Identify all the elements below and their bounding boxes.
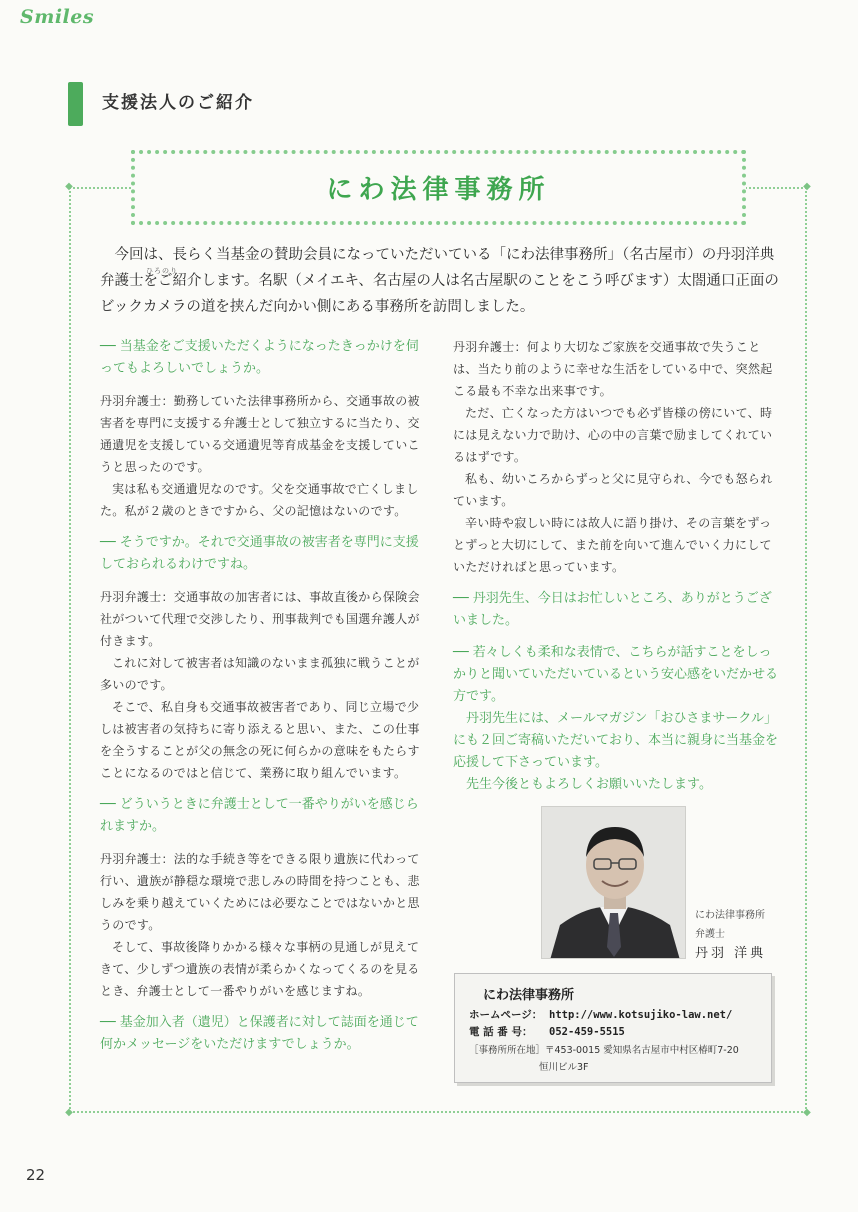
answer-paragraph: 丹羽弁護士：交通事故の加害者には、事故直後から保険会社がついて代理で交渉したり、刑事裁判でも国選弁護人が付きます。 (100, 590, 420, 648)
info-address-line: ［事務所所在地］〒453-0015 愛知県名古屋市中村区椿町7-20 (469, 1045, 739, 1056)
question: ── 当基金をご支援いただくようになったきっかけを伺ってもよろしいでしょうか。 (100, 339, 419, 376)
info-firm-name: にわ法律事務所 (483, 988, 575, 1003)
photo-caption-name: 丹羽 洋典 (695, 946, 767, 961)
info-homepage-link[interactable]: http://www.kotsujiko-law.net/ (549, 1009, 733, 1021)
answer-paragraph: これに対して被害者は知識のないまま孤独に戦うことが多いのです。 (100, 656, 420, 692)
frame-corner-icon: ◆ (65, 181, 73, 192)
info-phone-value: 052-459-5515 (549, 1026, 625, 1038)
name-ruby: ひろのり (146, 267, 178, 275)
answer-paragraph: 丹羽弁護士：勤務していた法律事務所から、交通事故の被害者を専門に支援する弁護士として独立するに当たり、交通遺児を支援している交通遺児等育成基金を支援していこうと思ったのです。 (100, 394, 420, 474)
answer-paragraph: 丹羽弁護士：法的な手続き等をできる限り遺族に代わって行い、遺族が静穏な環境で悲しみの時間を持つことも、悲しみを乗り越えていくためには必要なことではないかと思うのです。 (100, 852, 420, 932)
answer (100, 390, 425, 522)
frame-corner-icon: ◆ (803, 1107, 811, 1118)
contact-info-box (454, 973, 772, 1083)
answer (453, 336, 783, 578)
answer-paragraph: 実は私も交通遺児なのです。父を交通事故で亡くしました。私が２歳のときですから、父の記憶はないのです。 (100, 482, 419, 518)
frame-corner-icon: ◆ (803, 181, 811, 192)
article-intro (100, 242, 780, 320)
closing-comment: 先生今後ともよろしくお願いいたします。 (466, 777, 712, 792)
answer (100, 586, 425, 784)
info-phone-row (469, 1024, 757, 1041)
article-title: にわ法律事務所 (326, 175, 551, 205)
answer-paragraph: 辛い時や寂しい時には故人に語り掛け、その言葉をずっとずっと大切にして、また前を向いて進んでいく力にしていただければと思っています。 (453, 516, 772, 574)
answer-paragraph: そこで、私自身も交通事故被害者であり、同じ立場で少しは被害者の気持ちに寄り添えると思い、また、この仕事を全うすることが父の無念の死に何らかの意味をもたらすことになるのではと信じて、業務に取り組んでいます。 (100, 700, 420, 780)
photo-caption-role: 弁護士 (695, 929, 725, 940)
brand-logo: Smiles (20, 6, 95, 28)
section-accent-bar (68, 82, 83, 126)
info-phone-label: 電 話 番 号： (469, 1026, 533, 1038)
answer-paragraph: 私も、幼いころからずっと父に見守られ、今でも怒られています。 (453, 472, 773, 508)
answer-paragraph: ただ、亡くなった方はいつでも必ず皆様の傍にいて、時には見えない力で助け、心の中の言葉で励ましてくれているはずです。 (453, 406, 773, 464)
info-address-line: 恒川ビル3F (539, 1062, 589, 1073)
photo-caption-firm: にわ法律事務所 (695, 910, 765, 921)
info-homepage-label: ホームページ： (469, 1009, 543, 1021)
question: ── 丹羽先生、今日はお忙しいところ、ありがとうございました。 (453, 591, 772, 628)
page-number: 22 (26, 1166, 46, 1184)
info-homepage-row (469, 1007, 757, 1024)
question: ── そうですか。それで交通事故の被害者を専門に支援しておられるわけですね。 (100, 535, 419, 572)
lawyer-portrait-photo (541, 806, 686, 959)
closing-comment: 丹羽先生には、メールマガジン「おひさまサークル」にも２回ご寄稿いただいており、本当に親身に当基金を応援して下さっています。 (453, 711, 779, 770)
article-title-box (131, 150, 746, 225)
frame-corner-icon: ◆ (65, 1107, 73, 1118)
left-column (100, 336, 425, 1066)
intro-text: 今回は、長らく当基金の賛助会員になっていただいている「にわ法律事務所」（名古屋市）の丹羽洋典弁護士をご紹介します。名駅（メイエキ、名古屋の人は名古屋駅のことをこう呼びます）太閤通口正面のビックカメラの道を挟んだ向かい側にある事務所を訪問しました。 (100, 247, 779, 315)
answer-paragraph: そして、事故後降りかかる様々な事柄の見通しが見えてきて、少しずつ遺族の表情が柔らかくなってくるのを見るとき、弁護士として一番やりがいを感じますね。 (100, 940, 420, 998)
closing-comment: ── 若々しくも柔和な表情で、こちらが話すことをしっかりと聞いていただいているという安心感をいだかせる方です。 (453, 645, 779, 704)
answer-paragraph: 丹羽弁護士：何より大切なご家族を交通事故で失うことは、当たり前のように幸せな生活をしている中で、突然起こる最も不幸な出来事です。 (453, 340, 773, 398)
question: ── 基金加入者（遺児）と保護者に対して誌面を通じて何かメッセージをいただけますでしょうか。 (100, 1015, 419, 1052)
question: ── どういうときに弁護士として一番やりがいを感じられますか。 (100, 797, 419, 834)
answer (100, 848, 425, 1002)
section-title: 支援法人のご紹介 (102, 93, 254, 113)
right-column (453, 336, 783, 806)
